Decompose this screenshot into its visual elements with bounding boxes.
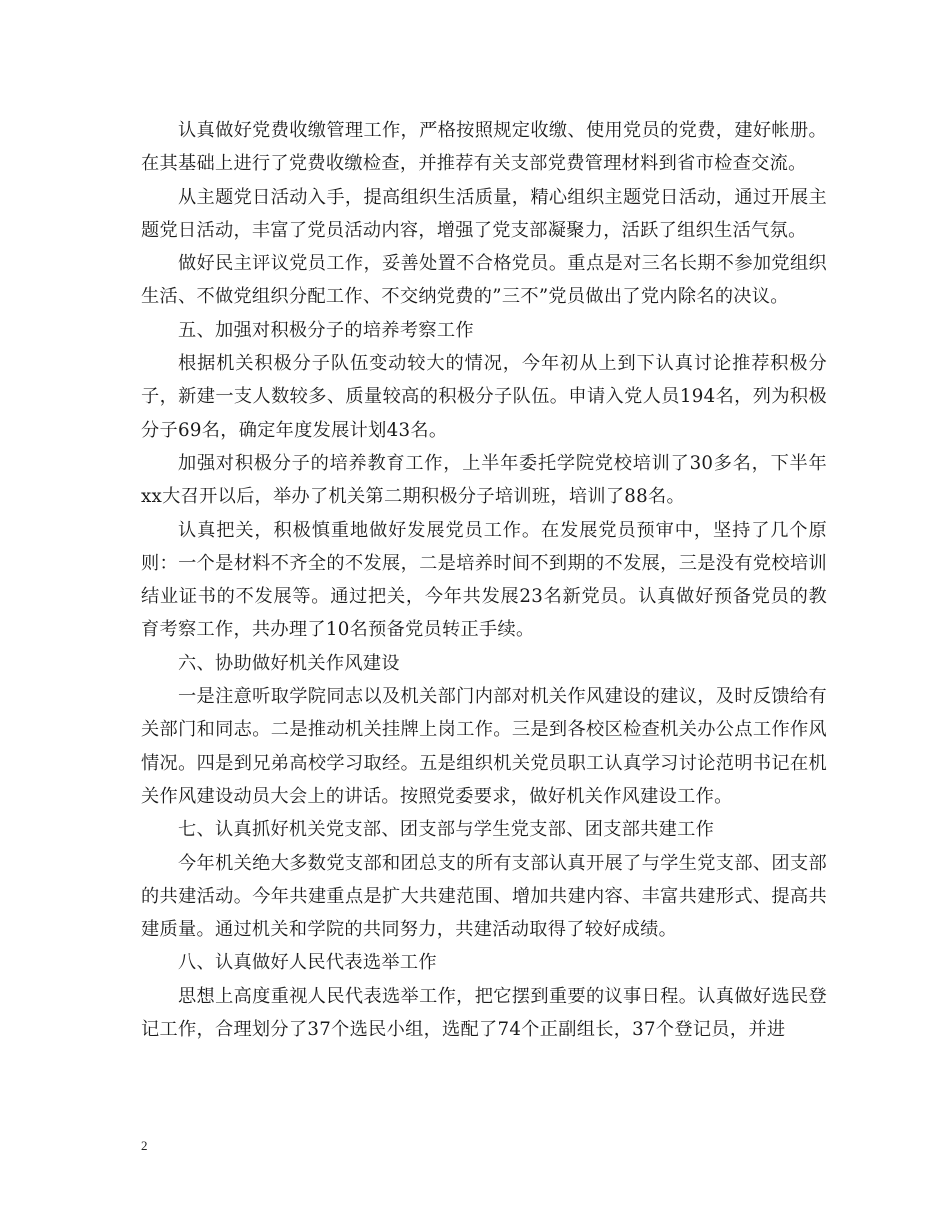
paragraph-activists-training: 加强对积极分子的培养教育工作，上半年委托学院党校培训了30多名，下半年xx大召开以后，举办了机关第二期积极分子培训班，培训了88名。 [141,452,827,508]
paragraph-election: 思想上高度重视人民代表选举工作，把它摆到重要的议事日程。认真做好选民登记工作，合理划分了37个选民小组，选配了74个正副组长，37个登记员，并进 [141,985,827,1041]
paragraph-party-dues: 认真做好党费收缴管理工作，严格按照规定收缴、使用党员的党费，建好帐册。在其基础上进行了党费收缴检查，并推荐有关支部党费管理材料到省市检查交流。 [141,120,827,175]
paragraph-theme-day: 从主题党日活动入手，提高组织生活质量，精心组织主题党日活动，通过开展主题党日活动，丰富了党员活动内容，增强了党支部凝聚力，活跃了组织生活气氛。 [141,186,827,241]
paragraph-activists-team: 根据机关积极分子队伍变动较大的情况，今年初从上到下认真讨论推荐积极分子，新建一支人数较多、质量较高的积极分子队伍。申请入党人员194名，列为积极分子69名，确定年度发展计划43名。 [141,353,827,441]
section-heading-8: 八、认真做好人民代表选举工作 [178,952,437,974]
document-body [141,114,827,1046]
section-heading-7: 七、认真抓好机关党支部、团支部与学生党支部、团支部共建工作 [178,819,715,841]
paragraph-member-development: 认真把关，积极慎重地做好发展党员工作。在发展党员预审中，坚持了几个原则：一个是材料不齐全的不发展，二是培养时间不到期的不发展，三是没有党校培训结业证书的不发展等。通过把关，今年共发展23名新党员。认真做好预备党员的教育考察工作，共办理了10名预备党员转正手续。 [141,519,827,641]
paragraph-democratic-review: 做好民主评议党员工作，妥善处置不合格党员。重点是对三名长期不参加党组织生活、不做党组织分配工作、不交纳党费的”三不”党员做出了党内除名的决议。 [141,253,827,308]
page-number: 2 [141,1138,148,1153]
paragraph-co-construction: 今年机关绝大多数党支部和团总支的所有支部认真开展了与学生党支部、团支部的共建活动。今年共建重点是扩大共建范围、增加共建内容、丰富共建形式、提高共建质量。通过机关和学院的共同努力，共建活动取得了较好成绩。 [141,852,827,941]
section-heading-5: 五、加强对积极分子的培养考察工作 [178,319,474,341]
section-heading-6: 六、协助做好机关作风建设 [178,652,400,674]
paragraph-work-style: 一是注意听取学院同志以及机关部门内部对机关作风建设的建议，及时反馈给有关部门和同志。二是推动机关挂牌上岗工作。三是到各校区检查机关办公点工作作风情况。四是到兄弟高校学习取经。五是组织机关党员职工认真学习讨论范明书记在机关作风建设动员大会上的讲话。按照党委要求，做好机关作风建设工作。 [141,686,827,807]
